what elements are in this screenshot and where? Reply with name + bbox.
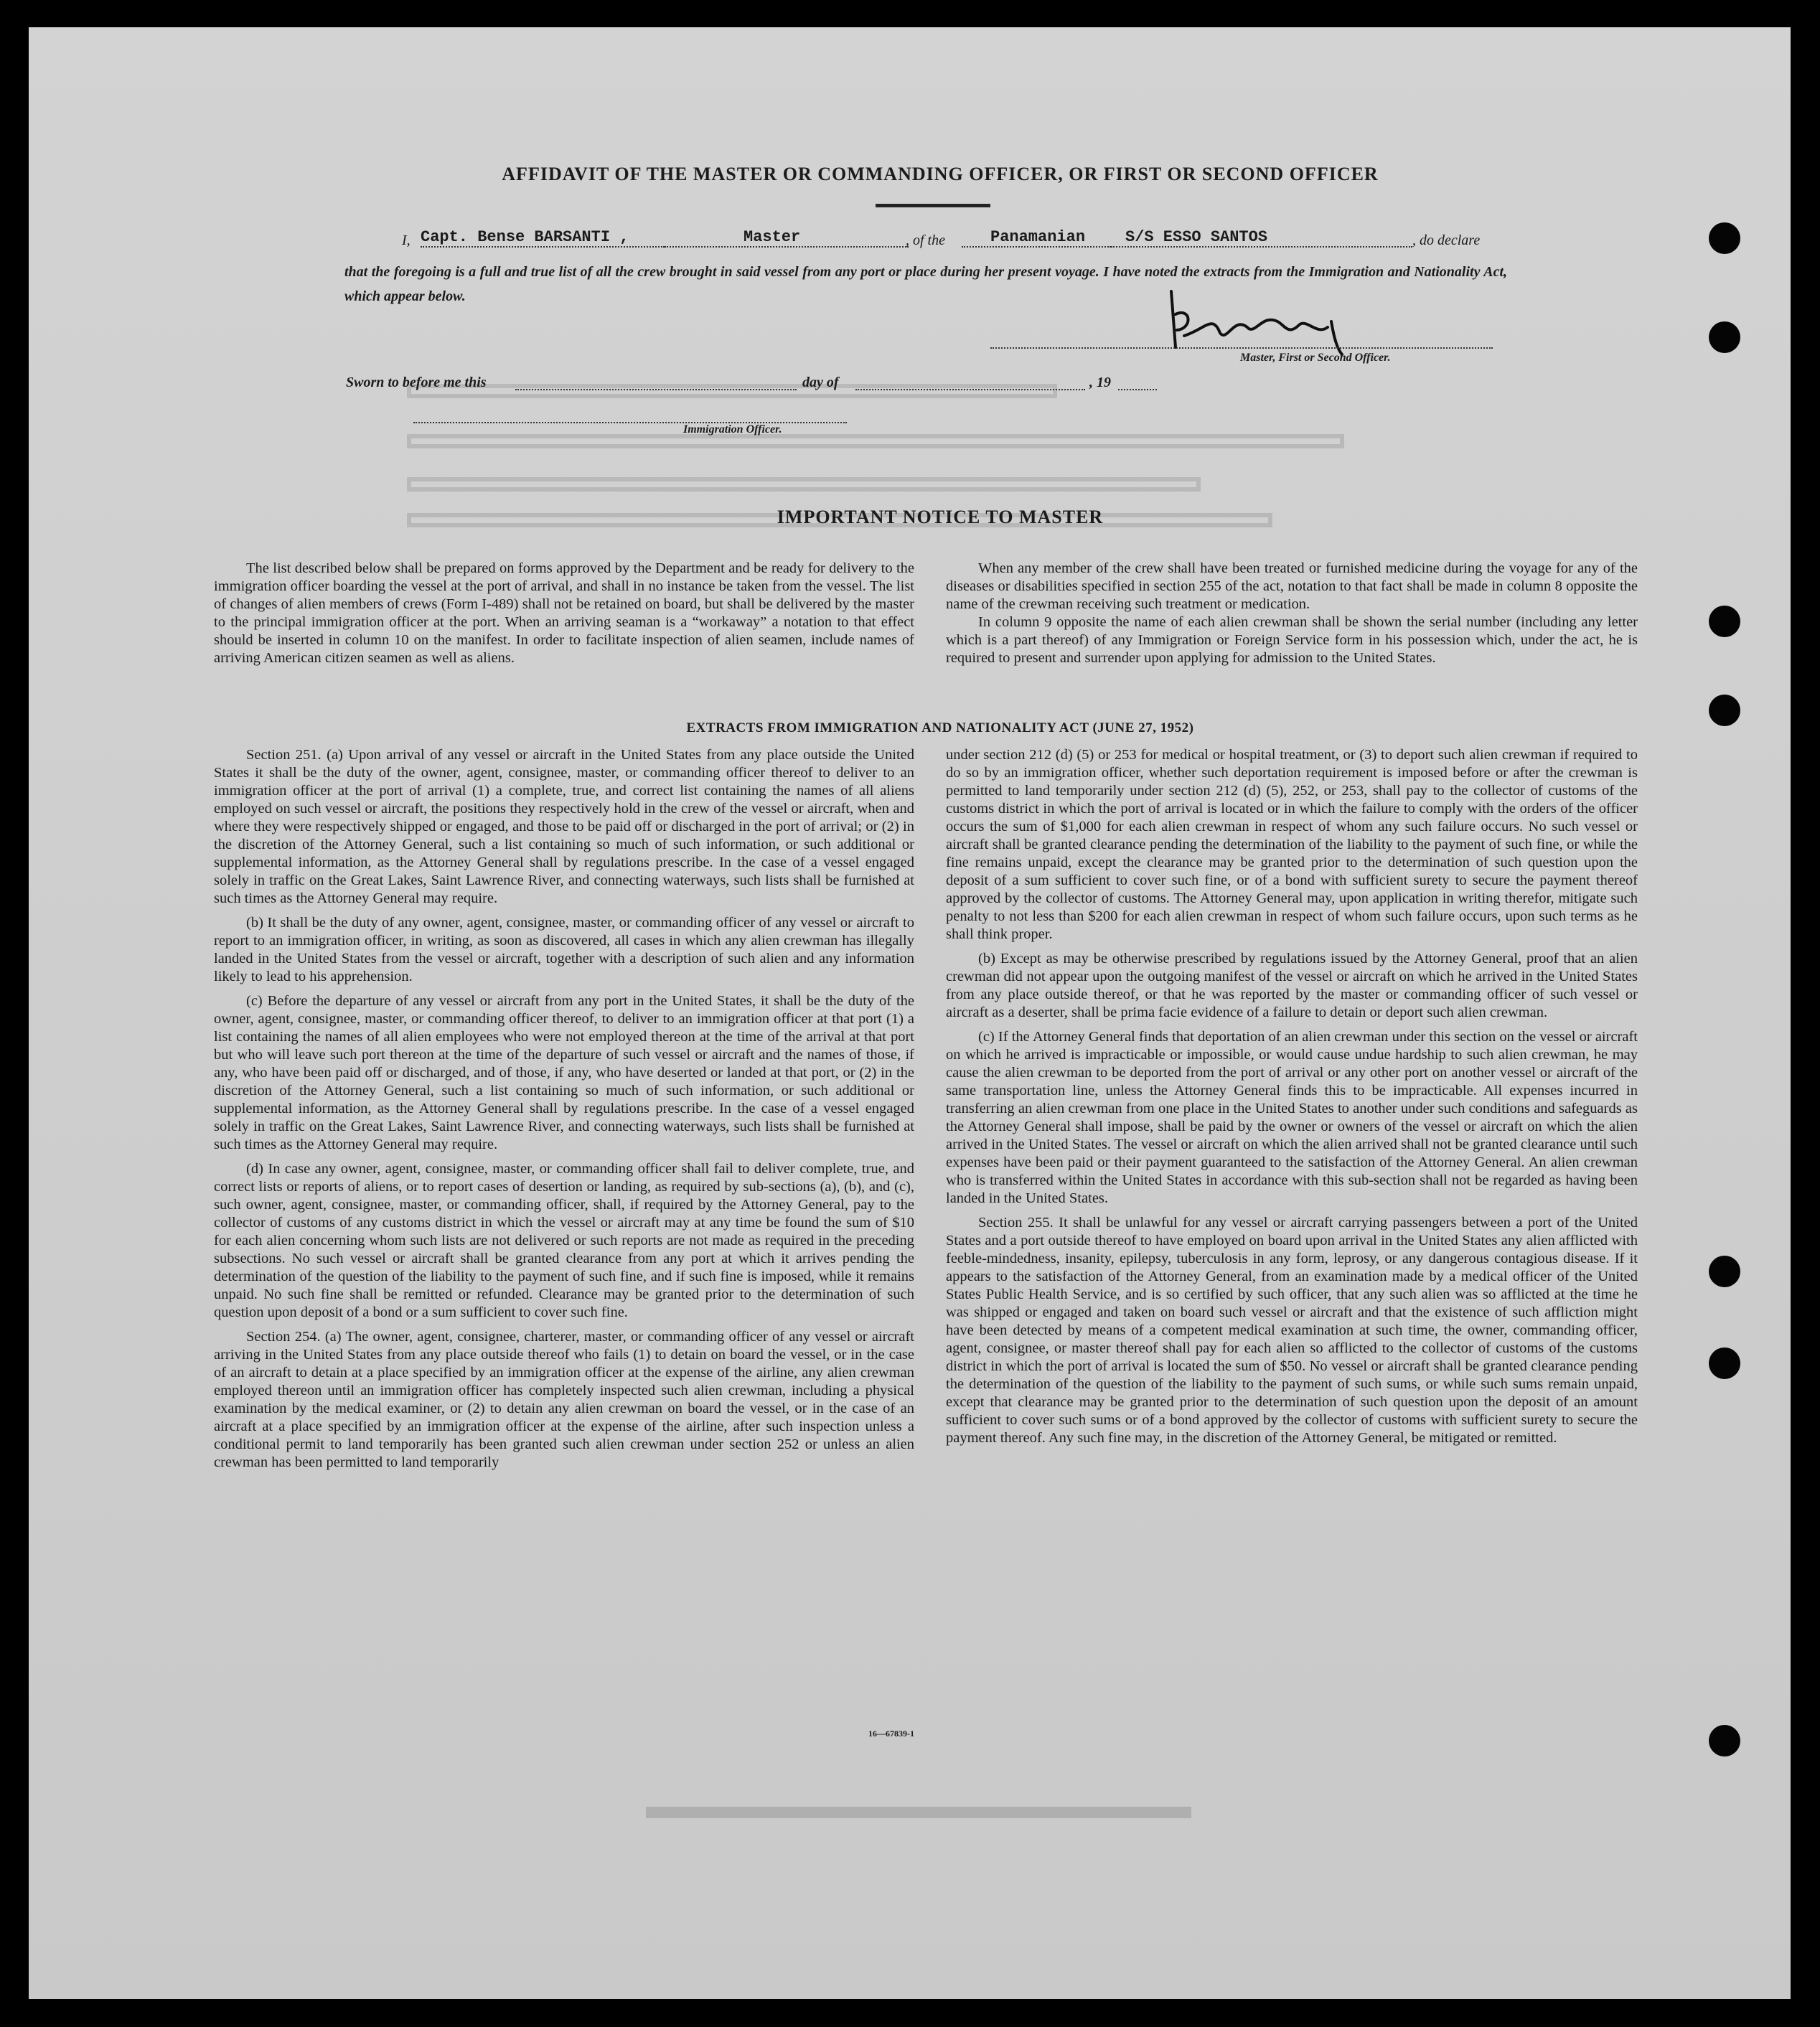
punch-hole <box>1709 222 1740 254</box>
signature-caption: Master, First or Second Officer. <box>1240 352 1391 364</box>
punch-hole <box>1709 1256 1740 1287</box>
bleed-through-texture <box>646 1800 1220 1828</box>
extracts-title: EXTRACTS FROM IMMIGRATION AND NATIONALITY ACT (JUNE 27, 1952) <box>686 720 1194 735</box>
nationality-field[interactable]: Panamanian <box>962 228 1111 248</box>
day-of-label: day of <box>802 375 839 390</box>
officer-rank-field[interactable]: Master <box>665 228 909 248</box>
notice-left-column <box>214 560 914 667</box>
section-254-b: (b) Except as may be otherwise prescribed by regulations issued by the Attorney General, proof that an alien crewman did not appear upon the outgoing manifest of the vessel or aircraft on which he arrived in the United States from any place outside thereof, or that he was reported by the master or commanding officer of such vessel or aircraft as a deserter, shall be prima facie evidence of a failure to detain or deport such alien crewman. <box>946 951 1638 1020</box>
section-254-c: (c) If the Attorney General finds that deportation of an alien crewman under this section on the vessel or aircraft on which he arrived is impracticable or impossible, or would cause undue hardship to such alien crewman, he may cause the alien crewman to be deported from the port of arrival or any other port on another vessel or aircraft of the same transportation line, unless the Attorney General finds this to be impracticable. All expenses incurred in transferring an alien crewman from one place in the United States to another under such conditions and safeguards as the Attorney General shall impose, shall be paid by the owner or owners of the vessel or aircraft on which the alien arrived in the United States. The vessel or aircraft on which the alien arrived shall not be granted clearance until such expenses have been paid or their payment guaranteed to the satisfaction of the Attorney General. An alien crewman who is transferred within the United States in accordance with this sub-section shall not be regarded as having been landed in the United States. <box>946 1029 1638 1206</box>
section-254-a-continued: under section 212 (d) (5) or 253 for medical or hospital treatment, or (3) to deport such alien crewman if required to do so by an immigration officer, whether such deportation requirement is imposed before or after the crewman is permitted to land temporarily under section 212 (d) (5), 252, or 253, shall pay to the collector of customs of the customs district in which the port of arrival is located or in which the failure to comply with the orders of the officer occurs the sum of $1,000 for each alien crewman in respect of whom any such failure occurs. No such vessel or aircraft shall be granted clearance pending the determination of the liability to the payment of such fine, or while the fine remains unpaid, except the clearance may be granted prior to the determination of such question upon the deposit of a sum sufficient to cover such fine, or of a bond with sufficient surety to secure the payment thereof approved by the collector of customs. The Attorney General may, upon application in writing therefor, mitigate such penalty to not less than $200 for each alien crewman in respect of whom such failure occurs, upon such terms as he shall think proper. <box>946 747 1638 942</box>
sworn-label: Sworn to before me this <box>346 375 487 390</box>
i-label: I, <box>402 232 411 248</box>
immigration-officer-line[interactable] <box>413 413 847 423</box>
handwritten-signature <box>1163 286 1378 357</box>
form-number: 16—67839-1 <box>868 1729 914 1739</box>
punch-hole <box>1709 695 1740 726</box>
year-label: , 19 <box>1089 375 1111 390</box>
punch-hole <box>1709 321 1740 353</box>
punch-hole <box>1709 606 1740 637</box>
section-254-a: Section 254. (a) The owner, agent, consignee, charterer, master, or commanding officer of any vessel or aircraft arriving in the United States from any place outside thereof who fails (1) to detain on board the vessel, or in the case of an aircraft to detain at a place specified by an immigration officer at the expense of the airline, any alien crewman employed thereon until an immigration officer has completely inspected such alien crewman, including a physical examination by the medical examiner, or (2) to detain any alien crewman on board the vessel, or in the case of an aircraft at a place specified by an immigration officer at the expense of the airline, after such inspection unless a conditional permit to land temporarily has been granted such alien crewman under section 252 or unless an alien crewman has been permitted to land temporarily <box>214 1329 914 1470</box>
sworn-day-field[interactable] <box>515 379 797 390</box>
section-251-b: (b) It shall be the duty of any owner, agent, consignee, master, or commanding officer of any vessel or aircraft to report to an immigration officer, in writing, as soon as discovered, all cases in which any alien crewman has illegally landed in the United States from the vessel or aircraft, together with a description of such alien and any information likely to lead to his apprehension. <box>214 915 914 984</box>
notice-paragraph: When any member of the crew shall have been treated or furnished medicine during the voyage for any of the diseases or disabilities specified in section 255 of the act, notation to that fact shall be made in column 8 opposite the name of the crewman receiving such treatment or medication. <box>946 560 1638 612</box>
notice-right-column <box>946 560 1638 667</box>
signature-line <box>990 347 1493 349</box>
section-251-a: Section 251. (a) Upon arrival of any vessel or aircraft in the United States from any place outside the United States it shall be the duty of the owner, agent, consignee, master, or commanding officer thereof to deliver to an immigration officer at the port of arrival (1) a complete, true, and correct list containing the names of all aliens employed on such vessel or aircraft, the positions they respectively hold in the crew of the vessel or aircraft, when and where they were respectively shipped or engaged, and those to be paid off or discharged in the port of arrival; or (2) in the discretion of the Attorney General, such a list containing so much of such information, or such additional or supplemental information, as the Attorney General shall by regulations prescribe. In the case of a vessel engaged solely in traffic on the Great Lakes, Saint Lawrence River, and connecting waterways, such lists shall be furnished at such times as the Attorney General may require. <box>214 747 914 906</box>
document-page <box>29 27 1791 1999</box>
section-251-d: (d) In case any owner, agent, consignee, master, or commanding officer shall fail to deliver complete, true, and correct lists or reports of aliens, or to report cases of desertion or landing, as required by sub-sections (a), (b), and (c), such owner, agent, consignee, master, or commanding officer, shall, if required by the Attorney General, pay to the collector of customs of any customs district in which the vessel or aircraft may at any time be found the sum of $10 for each alien concerning whom such lists are not delivered or such reports are not made as required in the preceding subsections. No such vessel or aircraft shall be granted clearance from any port at which it arrives pending the determination of the question of the liability to the payment of such fine, and if such fine is imposed, while it remains unpaid. No such fine shall be remitted or refunded. Clearance may be granted prior to the determination of such question upon deposit of a bond or a sum sufficient to cover such fine. <box>214 1161 914 1320</box>
section-255: Section 255. It shall be unlawful for any vessel or aircraft carrying passengers between a port of the United States and a port outside thereof to have employed on board upon arrival in the United States any alien afflicted with feeble-mindedness, insanity, epilepsy, tuberculosis in any form, leprosy, or any dangerous contagious disease. If it appears to the satisfaction of the Attorney General, from an examination made by a medical officer of the United States Public Health Service, and is so certified by such officer, that any such alien was so afflicted at the time he was shipped or engaged and taken on board such vessel or aircraft and that the existence of such affliction might have been detected by means of a competent medical examination at such time, the owner, commanding officer, agent, consignee, or master thereof shall pay for each alien so afflicted to the collector of customs of the customs district in which the port of arrival is located the sum of $50. No vessel or aircraft shall be granted clearance pending the determination of the question of the liability to the payment of such sums, or while such sums remain unpaid, except that clearance may be granted prior to the determination of such question upon the deposit of an amount sufficient to cover such sums or of a bond approved by the collector of customs with sufficient surety to secure the payment thereof. Any such fine may, in the discretion of the Attorney General, be mitigated or remitted. <box>946 1215 1638 1446</box>
of-the-label: , of the <box>906 232 945 248</box>
sworn-month-field[interactable] <box>855 379 1085 390</box>
extracts-right-column <box>946 746 1638 1447</box>
section-251-c: (c) Before the departure of any vessel or aircraft from any port in the United States, it shall be the duty of the owner, agent, consignee, master, or commanding officer thereof, to deliver to an immigration officer at that port (1) a list containing the names of all alien employees who were not employed thereon at the time of the arrival at that port but who will leave such port thereon at the time of the departure of such vessel or aircraft and the names of those, if any, who have been paid off or discharged, and of those, if any, who have deserted or landed at that port, or (2) in the discretion of the Attorney General, such a list containing so much of such information, or such additional or supplemental information, as the Attorney General shall by regulations prescribe. In the case of a vessel engaged solely in traffic on the Great Lakes, Saint Lawrence River, and connecting waterways, such lists shall be furnished at such times as the Attorney General may require. <box>214 993 914 1152</box>
punch-hole <box>1709 1725 1740 1756</box>
immigration-officer-caption: Immigration Officer. <box>683 423 782 436</box>
title-divider <box>876 204 990 207</box>
officer-name-field[interactable]: Capt. Bense BARSANTI , <box>421 228 665 248</box>
vessel-name-field[interactable]: S/S ESSO SANTOS <box>1111 228 1412 248</box>
sworn-year-field[interactable] <box>1118 379 1157 390</box>
declaration-statement: that the foregoing is a full and true list of all the crew brought in said vessel from any port or place during her present voyage. I have noted the extracts from the Immigration and Nationality Act, which appear below. <box>344 264 1507 304</box>
affidavit-title: AFFIDAVIT OF THE MASTER OR COMMANDING OFFICER, OR FIRST OR SECOND OFFICER <box>502 164 1379 184</box>
notice-paragraph: In column 9 opposite the name of each alien crewman shall be shown the serial number (including any letter which is a part thereof) of any Immigration or Foreign Service form in his possession which, under the act, he is required to present and surrender upon applying for admission to the United States. <box>946 614 1638 666</box>
do-declare-label: , do declare <box>1412 232 1481 248</box>
punch-hole <box>1709 1348 1740 1379</box>
extracts-left-column <box>214 746 914 1472</box>
notice-title: IMPORTANT NOTICE TO MASTER <box>777 507 1104 527</box>
notice-paragraph: The list described below shall be prepared on forms approved by the Department and be ready for delivery to the immigration officer boarding the vessel at the port of arrival, and shall in no instance be taken from the vessel. The list of changes of alien members of crews (Form I-489) shall not be retained on board, but shall be delivered by the master to the principal immigration officer at the port. When an arriving seaman is a “workaway” a notation to that effect should be inserted in column 10 on the manifest. In order to facilitate inspection of alien seamen, include names of arriving American citizen seamen as well as aliens. <box>214 560 914 666</box>
